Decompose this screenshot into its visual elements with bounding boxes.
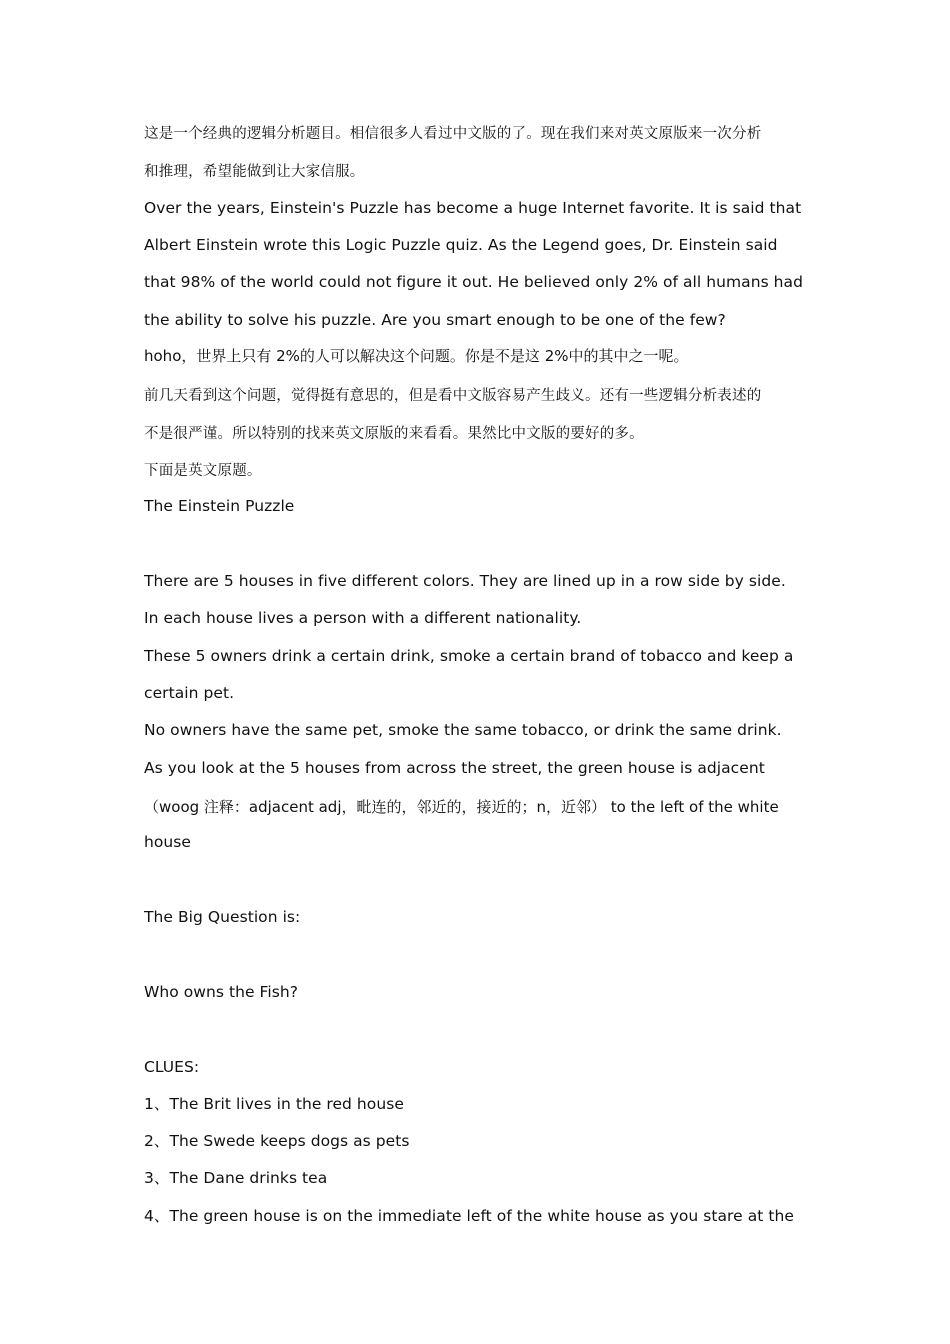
clue-item: 4、The green house is on the immediate left of the white house as you stare at the (144, 1207, 794, 1225)
setup-line-5: No owners have the same pet, smoke the same tobacco, or drink the same drink. (144, 721, 782, 739)
big-question-label: The Big Question is: (144, 908, 301, 926)
setup-line-1: There are 5 houses in five different colors. They are lined up in a row side by side. (144, 572, 786, 590)
setup-line-2: In each house lives a person with a different nationality. (144, 609, 582, 627)
intro-en-line-4: the ability to solve his puzzle. Are you smart enough to be one of the few? (144, 311, 726, 329)
intro-zh-line-1: 这是一个经典的逻辑分析题目。相信很多人看过中文版的了。现在我们来对英文原版来一次分析 (144, 126, 762, 142)
intro-en-line-1: Over the years, Einstein's Puzzle has become a huge Internet favorite. It is said that (144, 199, 802, 217)
setup-line-8: house (144, 833, 191, 851)
intro-zh-line-5: 下面是英文原题。 (144, 463, 262, 479)
intro-en-line-2: Albert Einstein wrote this Logic Puzzle quiz. As the Legend goes, Dr. Einstein said (144, 236, 778, 254)
clue-item: 3、The Dane drinks tea (144, 1169, 328, 1187)
clue-item: 2、The Swede keeps dogs as pets (144, 1132, 410, 1150)
big-question: Who owns the Fish? (144, 983, 299, 1001)
intro-en-line-3: that 98% of the world could not figure it out. He believed only 2% of all humans had (144, 273, 803, 291)
intro-zh-line-4: 不是很严谨。所以特别的找来英文原版的来看看。果然比中文版的要好的多。 (144, 426, 644, 442)
puzzle-title: The Einstein Puzzle (144, 497, 295, 515)
intro-zh-line-3: 前几天看到这个问题，觉得挺有意思的，但是看中文版容易产生歧义。还有一些逻辑分析表述的 (144, 388, 762, 404)
setup-line-4: certain pet. (144, 684, 235, 702)
intro-zh-line-2: 和推理，希望能做到让大家信服。 (144, 164, 365, 180)
intro-mixed-line: hoho，世界上只有 2%的人可以解决这个问题。你是不是这 2%中的其中之一呢。 (144, 347, 689, 365)
clue-item: 1、The Brit lives in the red house (144, 1095, 404, 1113)
setup-line-6: As you look at the 5 houses from across the street, the green house is adjacent (144, 759, 765, 777)
setup-line-7: （woog 注释：adjacent adj，毗连的，邻近的，接近的；n，近邻） to the left of the white (144, 798, 779, 816)
clues-heading: CLUES: (144, 1058, 200, 1076)
setup-line-3: These 5 owners drink a certain drink, smoke a certain brand of tobacco and keep a (144, 647, 794, 665)
